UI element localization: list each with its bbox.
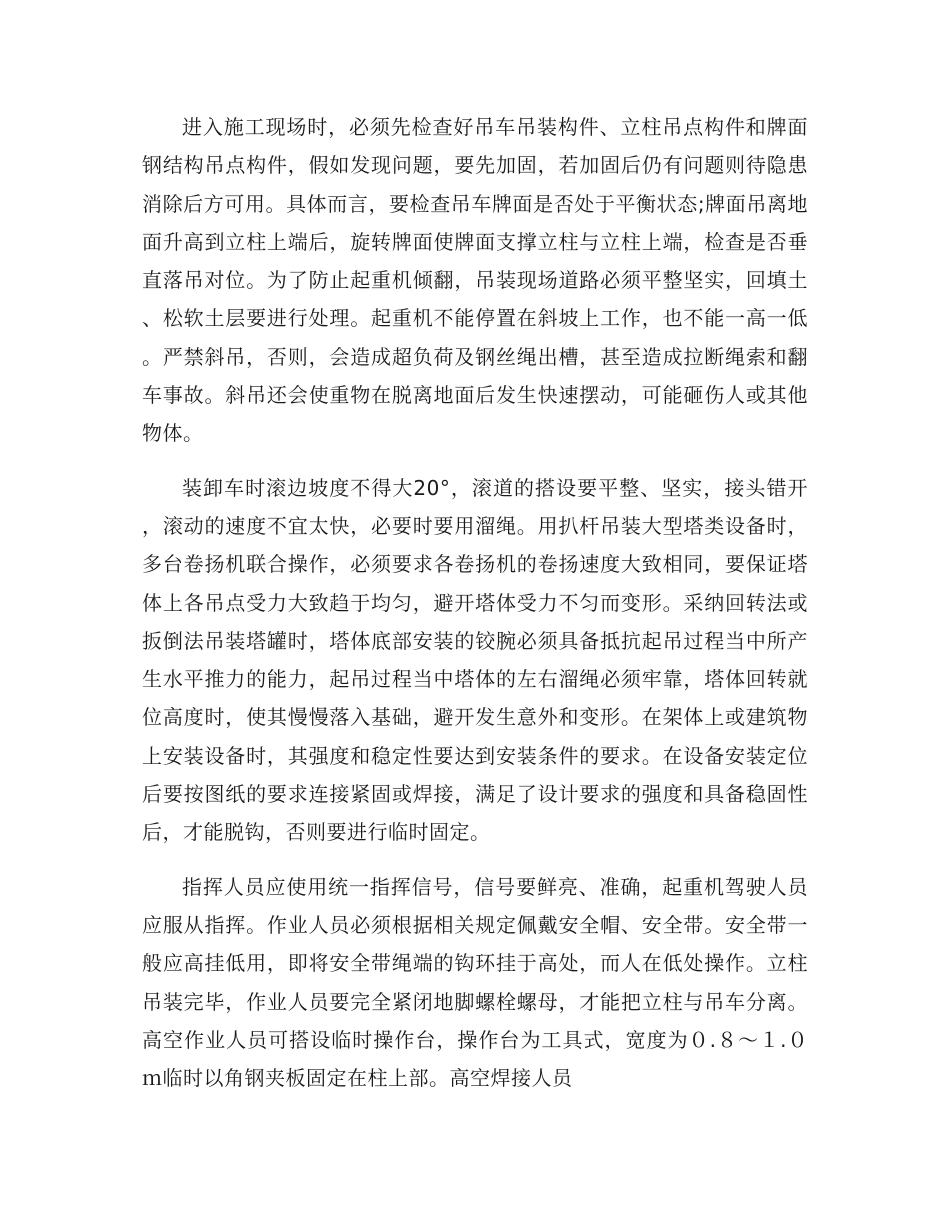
paragraph-1: 进入施工现场时，必须先检查好吊车吊装构件、立柱吊点构件和牌面钢结构吊点构件，假如发现问题，要先加固，若加固后仍有问题则待隐患消除后方可用。具体而言，要检查吊车牌面是否处于平衡状态;牌面吊离地面升高到立柱上端后，旋转牌面使牌面支撑立柱与立柱上端，检查是否垂直落吊对位。为了防止起重机倾翻，吊装现场道路必须平整坚实，回填土、松软土层要进行处理。起重机不能停置在斜坡上工作，也不能一高一低。严禁斜吊，否则，会造成超负荷及钢丝绳出槽，甚至造成拉断绳索和翻车事故。斜吊还会使重物在脱离地面后发生快速摆动，可能砸伤人或其他物体。 (142, 115, 808, 446)
document-body (142, 108, 808, 1097)
paragraph-2: 装卸车时滚边坡度不得大20°，滚道的搭设要平整、坚实，接头错开，滚动的速度不宜太快，必要时要用溜绳。用扒杆吊装大型塔类设备时，多台卷扬机联合操作，必须要求各卷扬机的卷扬速度大致相同，要保证塔体上各吊点受力大致趋于均匀，避开塔体受力不匀而变形。采纳回转法或扳倒法吊装塔罐时，塔体底部安装的铰腕必须具备抵抗起吊过程当中所产生水平推力的能力，起吊过程当中塔体的左右溜绳必须牢靠，塔体回转就位高度时，使其慢慢落入基础，避开发生意外和变形。在架体上或建筑物上安装设备时，其强度和稳定性要达到安装条件的要求。在设备安装定位后要按图纸的要求连接紧固或焊接，满足了设计要求的强度和具备稳固性后，才能脱钩，否则要进行临时固定。 (142, 475, 808, 845)
paragraph-3: 指挥人员应使用统一指挥信号，信号要鲜亮、准确，起重机驾驶人员应服从指挥。作业人员必须根据相关规定佩戴安全帽、安全带。安全带一般应高挂低用，即将安全带绳端的钩环挂于高处，而人在低处操作。立柱吊装完毕，作业人员要完全紧闭地脚螺栓螺母，才能把立柱与吊车分离。高空作业人员可搭设临时操作台，操作台为工具式，宽度为０.８～１.０ｍ临时以角钢夹板固定在柱上部。高空焊接人员 (142, 874, 808, 1091)
